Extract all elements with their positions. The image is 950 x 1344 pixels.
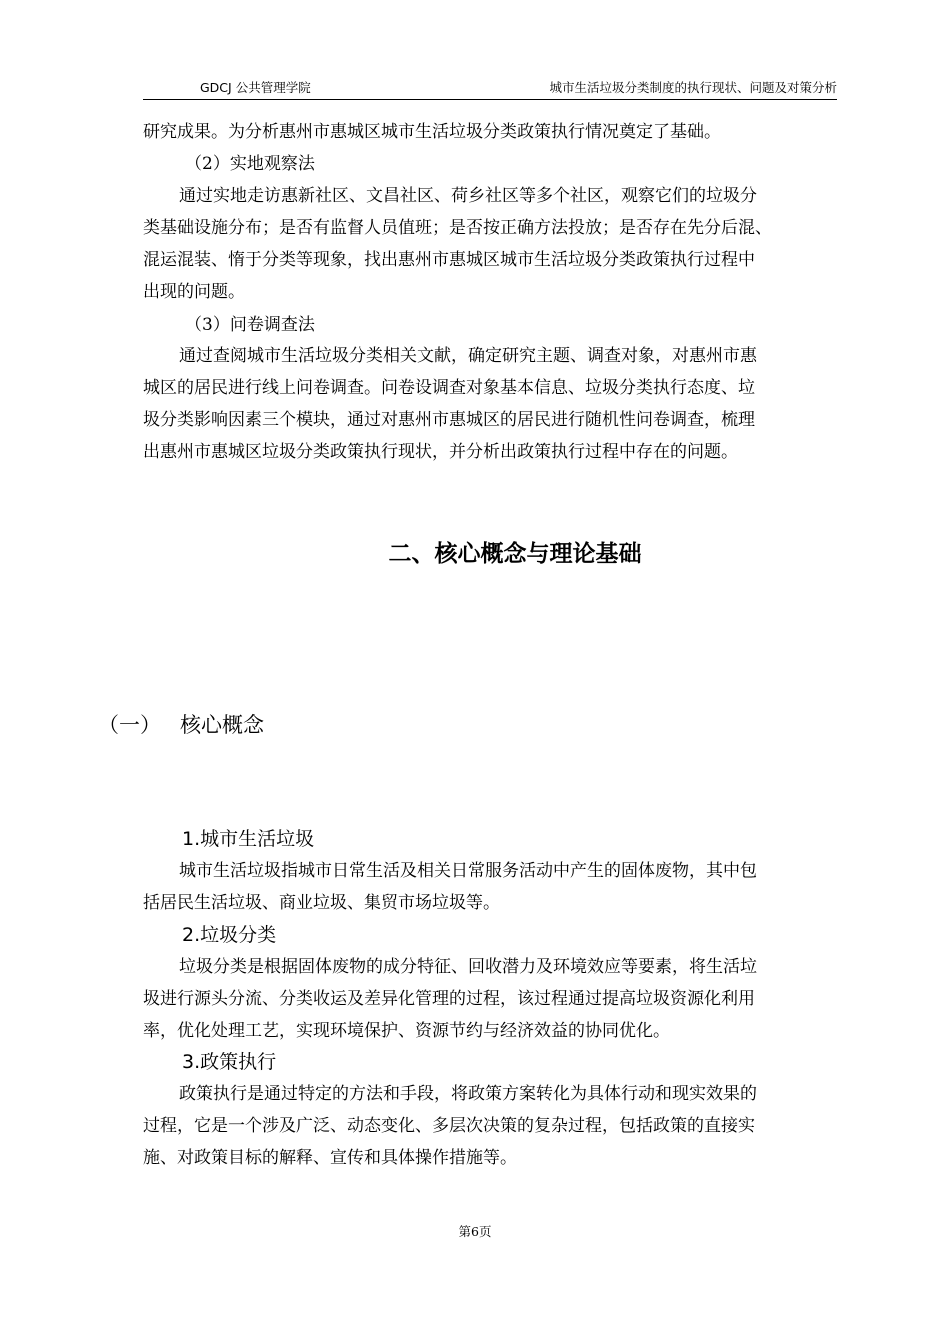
method3-title: （3）问卷调查法 [185, 315, 315, 335]
paragraph-line: 研究成果。为分析惠州市惠城区城市生活垃圾分类政策执行情况奠定了基础。 [143, 122, 721, 142]
paragraph-field-observation [143, 180, 843, 308]
header-right-text: 城市生活垃圾分类制度的执行现状、问题及对策分析 [549, 80, 837, 95]
paragraph-line: 垃圾分类是根据固体废物的成分特征、回收潜力及环境效应等要素，将生活垃 [179, 957, 757, 977]
paragraph-line: 率，优化处理工艺，实现环境保护、资源节约与经济效益的协同优化。 [143, 1021, 670, 1041]
paragraph-line: 政策执行是通过特定的方法和手段，将政策方案转化为具体行动和现实效果的 [179, 1084, 757, 1104]
section-title: 核心概念 [180, 713, 264, 737]
concept-paragraph-3 [143, 1078, 843, 1174]
paragraph-line: 类基础设施分布；是否有监督人员值班；是否按正确方法投放；是否存在先分后混、 [143, 218, 772, 238]
paragraph-line: 圾进行源头分流、分类收运及差异化管理的过程，该过程通过提高垃圾资源化利用 [143, 989, 755, 1009]
concept-heading-1: 1.城市生活垃圾 [182, 828, 315, 850]
paragraph-line: 过程，它是一个涉及广泛、动态变化、多层次决策的复杂过程，包括政策的直接实 [143, 1116, 755, 1136]
paragraph-research-results [143, 116, 843, 148]
method2-title: （2）实地观察法 [185, 154, 315, 174]
paragraph-line: 出现的问题。 [143, 282, 245, 302]
paragraph-line: 通过实地走访惠新社区、文昌社区、荷乡社区等多个社区，观察它们的垃圾分 [179, 186, 757, 206]
paragraph-line: 混运混装、惰于分类等现象，找出惠州市惠城区城市生活垃圾分类政策执行过程中 [143, 250, 755, 270]
header-rule [143, 99, 837, 100]
paragraph-line: 通过查阅城市生活垃圾分类相关文献，确定研究主题、调查对象，对惠州市惠 [179, 346, 757, 366]
paragraph-questionnaire [143, 340, 843, 468]
chapter-title: 二、核心概念与理论基础 [388, 541, 642, 567]
section-label: （一） [98, 713, 161, 737]
concept-heading-3: 3.政策执行 [182, 1051, 277, 1073]
page-number: 第6页 [458, 1224, 492, 1239]
paragraph-line: 城市生活垃圾指城市日常生活及相关日常服务活动中产生的固体废物，其中包 [179, 861, 757, 881]
concept-paragraph-2 [143, 951, 843, 1047]
paragraph-line: 圾分类影响因素三个模块，通过对惠州市惠城区的居民进行随机性问卷调查，梳理 [143, 410, 755, 430]
section-heading [98, 710, 264, 740]
paragraph-line: 出惠州市惠城区垃圾分类政策执行现状，并分析出政策执行过程中存在的问题。 [143, 442, 738, 462]
paragraph-line: 施、对政策目标的解释、宣传和具体操作措施等。 [143, 1148, 517, 1168]
header-left-text: GDCJ 公共管理学院 [200, 80, 311, 95]
paragraph-line: 城区的居民进行线上问卷调查。问卷设调查对象基本信息、垃圾分类执行态度、垃 [143, 378, 755, 398]
concept-paragraph-1 [143, 855, 843, 919]
concept-heading-2: 2.垃圾分类 [182, 924, 277, 946]
paragraph-line: 括居民生活垃圾、商业垃圾、集贸市场垃圾等。 [143, 893, 500, 913]
